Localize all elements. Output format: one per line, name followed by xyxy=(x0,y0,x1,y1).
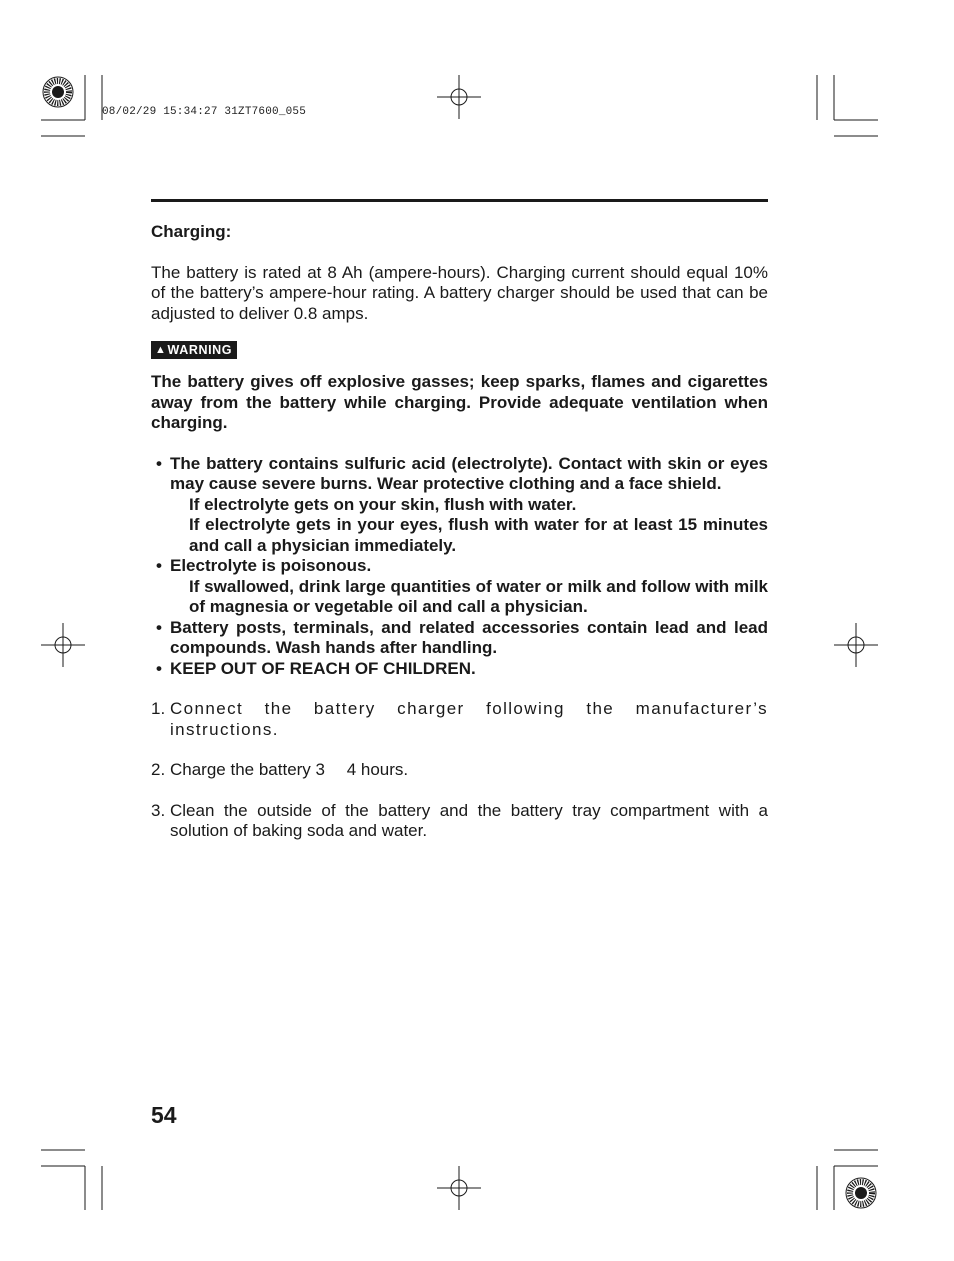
warning-item-text: KEEP OUT OF REACH OF CHILDREN. xyxy=(170,658,476,678)
step-text: Connect the battery charger following the manufacturer’s instructions. xyxy=(170,699,768,739)
warning-sub-item: If swallowed, drink large quantities of water or milk and follow with milk of magnesia or vegetable oil and call a physician. xyxy=(189,576,768,617)
step-item xyxy=(151,760,768,781)
section-heading: Charging: xyxy=(151,222,232,241)
step-item xyxy=(151,801,768,842)
charging-steps xyxy=(151,699,768,842)
bullet-icon: • xyxy=(156,658,162,678)
bullet-icon: • xyxy=(156,556,162,576)
warning-text: The battery gives off explosive gasses; keep sparks, flames and cigarettes away from the battery while charging. Provide adequate ventilation when charging. xyxy=(151,372,768,433)
warning-sub-item: If electrolyte gets in your eyes, flush with water for at least 15 minutes and call a physician immediately. xyxy=(189,515,768,555)
print-timestamp: 08/02/29 15:34:27 31ZT7600_055 xyxy=(102,106,307,118)
warning-triangle-icon: ▲ xyxy=(155,344,167,356)
bullet-icon: • xyxy=(156,617,162,637)
warning-item-text: The battery contains sulfuric acid (electrolyte). Contact with skin or eyes may cause severe burns. Wear protective clothing and a face shield. xyxy=(170,453,768,494)
page-content xyxy=(151,222,768,862)
warning-item-acid xyxy=(151,454,768,557)
step-item xyxy=(151,699,768,740)
warning-list xyxy=(151,454,768,680)
warning-item-children xyxy=(151,659,768,680)
warning-badge xyxy=(151,341,237,359)
warning-label: WARNING xyxy=(167,343,233,357)
header-rule xyxy=(151,199,768,202)
page-number: 54 xyxy=(151,1102,177,1128)
warning-item-text: Battery posts, terminals, and related accessories contain lead and lead compounds. Wash hands after handling. xyxy=(170,617,768,658)
step-number: 3. xyxy=(151,800,166,820)
warning-item-lead xyxy=(151,618,768,659)
step-number: 2. xyxy=(151,760,166,780)
charging-intro: The battery is rated at 8 Ah (ampere-hours). Charging current should equal 10% of the battery’s ampere-hour rating. A battery charger should be used that can be adjusted to deliver 0.8 amps. xyxy=(151,262,768,323)
step-number: 1. xyxy=(151,699,166,719)
warning-item-text: Electrolyte is poisonous. xyxy=(170,556,372,576)
warning-item-poison xyxy=(151,556,768,618)
step-text: Clean the outside of the battery and the battery tray compartment with a solution of baking soda and water. xyxy=(170,800,768,841)
step-text: Charge the battery 3 4 hours. xyxy=(170,760,409,780)
bullet-icon: • xyxy=(156,453,162,473)
warning-sub-item: If electrolyte gets on your skin, flush with water. xyxy=(189,494,577,514)
